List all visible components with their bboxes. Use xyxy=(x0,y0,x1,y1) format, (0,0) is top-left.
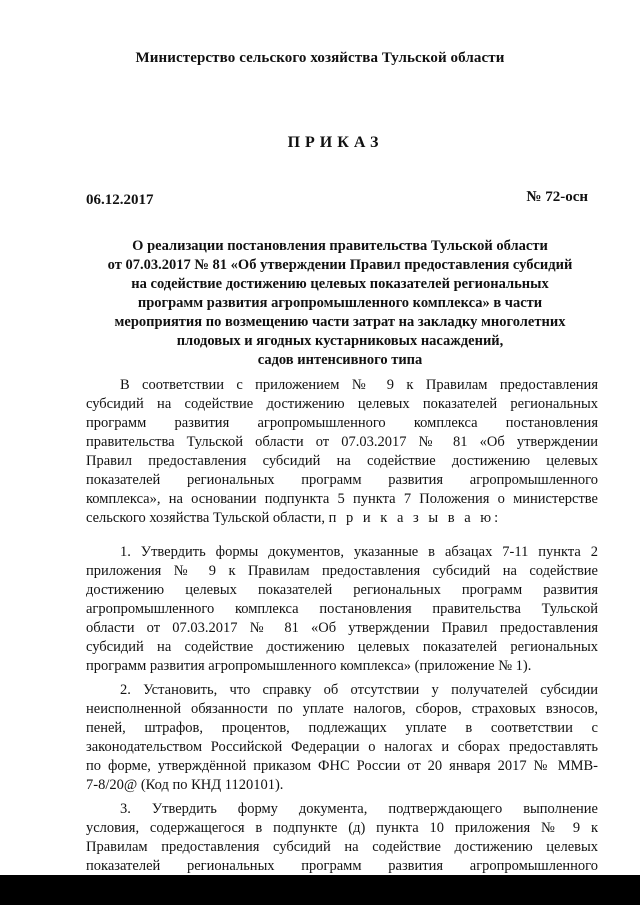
text-line: агропромышленного комплекса постановления правительства Тульской xyxy=(86,601,598,617)
preamble-paragraph xyxy=(86,376,598,528)
text-line: программ развития агропромышленного комплекса» (приложение № 1). xyxy=(86,658,532,674)
text-line: программ развития агропромышленного комплекса постановления xyxy=(86,415,598,431)
text-line: области от 07.03.2017 № 81 «Об утверждении Правил предоставления xyxy=(86,620,598,636)
document-title xyxy=(80,237,600,370)
scan-bottom-border xyxy=(0,875,640,905)
text-line: комплекса», на основании подпункта 5 пункта 7 Положения о министерстве xyxy=(86,491,598,507)
text-line: правительства Тульской области от 07.03.2017 № 81 «Об утверждении xyxy=(86,434,598,450)
text-line: субсидий на содействие достижению целевых показателей региональных xyxy=(86,639,598,655)
text-line xyxy=(86,509,598,528)
item-3-paragraph xyxy=(86,800,598,876)
item-1-paragraph xyxy=(86,543,598,676)
title-line: О реализации постановления правительства Тульской области xyxy=(132,238,548,254)
text-line: условия, содержащегося в подпункте (д) пункта 10 приложения № 9 к xyxy=(86,820,598,836)
item-2-paragraph xyxy=(86,681,598,795)
text-line: В соответствии с приложением № 9 к Правилам предоставления xyxy=(120,377,598,393)
title-line: программ развития агропромышленного комплекса» в части xyxy=(137,295,543,311)
preamble-last-text: сельского хозяйства Тульской области, xyxy=(86,510,326,526)
title-line: плодовых и ягодных кустарниковых насаждений, xyxy=(176,333,504,349)
text-line: Правил предоставления субсидий на содействие достижению целевых xyxy=(86,453,598,469)
text-line: Правилам предоставления субсидий на содействие достижению целевых xyxy=(86,839,598,855)
text-line: показателей региональных программ развития агропромышленного xyxy=(86,472,598,488)
document-body xyxy=(86,376,598,876)
text-line: по форме, утверждённой приказом ФНС России от 20 января 2017 № ММВ- xyxy=(86,758,598,774)
document-date: 06.12.2017 xyxy=(86,192,154,208)
text-line: неисполненной обязанности по уплате налогов, сборов, страховых взносов, xyxy=(86,701,598,717)
text-line: законодательством Российской Федерации о налогах и сборах предоставлять xyxy=(86,739,598,755)
text-line: 1. Утвердить формы документов, указанные в абзацах 7-11 пункта 2 xyxy=(120,544,598,560)
title-line: на содействие достижению целевых показателей региональных xyxy=(131,276,549,292)
text-line: достижению целевых показателей региональных программ развития xyxy=(86,582,598,598)
text-line: 7-8/20@ (Код по КНД 1120101). xyxy=(86,777,284,793)
text-line: 3. Утвердить форму документа, подтверждающего выполнение xyxy=(120,801,598,817)
text-line: 2. Установить, что справку об отсутствии у получателей субсидии xyxy=(120,682,598,698)
text-line: пеней, штрафов, процентов, подлежащих уплате в соответствии с xyxy=(86,720,598,736)
document-type: ПРИКАЗ xyxy=(287,134,384,151)
title-line: садов интенсивного типа xyxy=(257,352,423,368)
text-line: субсидий на содействие достижению целевых показателей региональных xyxy=(86,396,598,412)
order-word: п р и к а з ы в а ю: xyxy=(328,510,502,526)
text-line: показателей региональных программ развития агропромышленного xyxy=(86,858,598,874)
ministry-name: Министерство сельского хозяйства Тульской области xyxy=(135,50,505,66)
title-line: от 07.03.2017 № 81 «Об утверждении Правил предоставления субсидий xyxy=(107,257,573,273)
document-number: № 72-осн xyxy=(526,189,588,205)
text-line: приложения № 9 к Правилам предоставления субсидий на содействие xyxy=(86,563,598,579)
title-line: мероприятия по возмещению части затрат на закладку многолетних xyxy=(114,314,566,330)
